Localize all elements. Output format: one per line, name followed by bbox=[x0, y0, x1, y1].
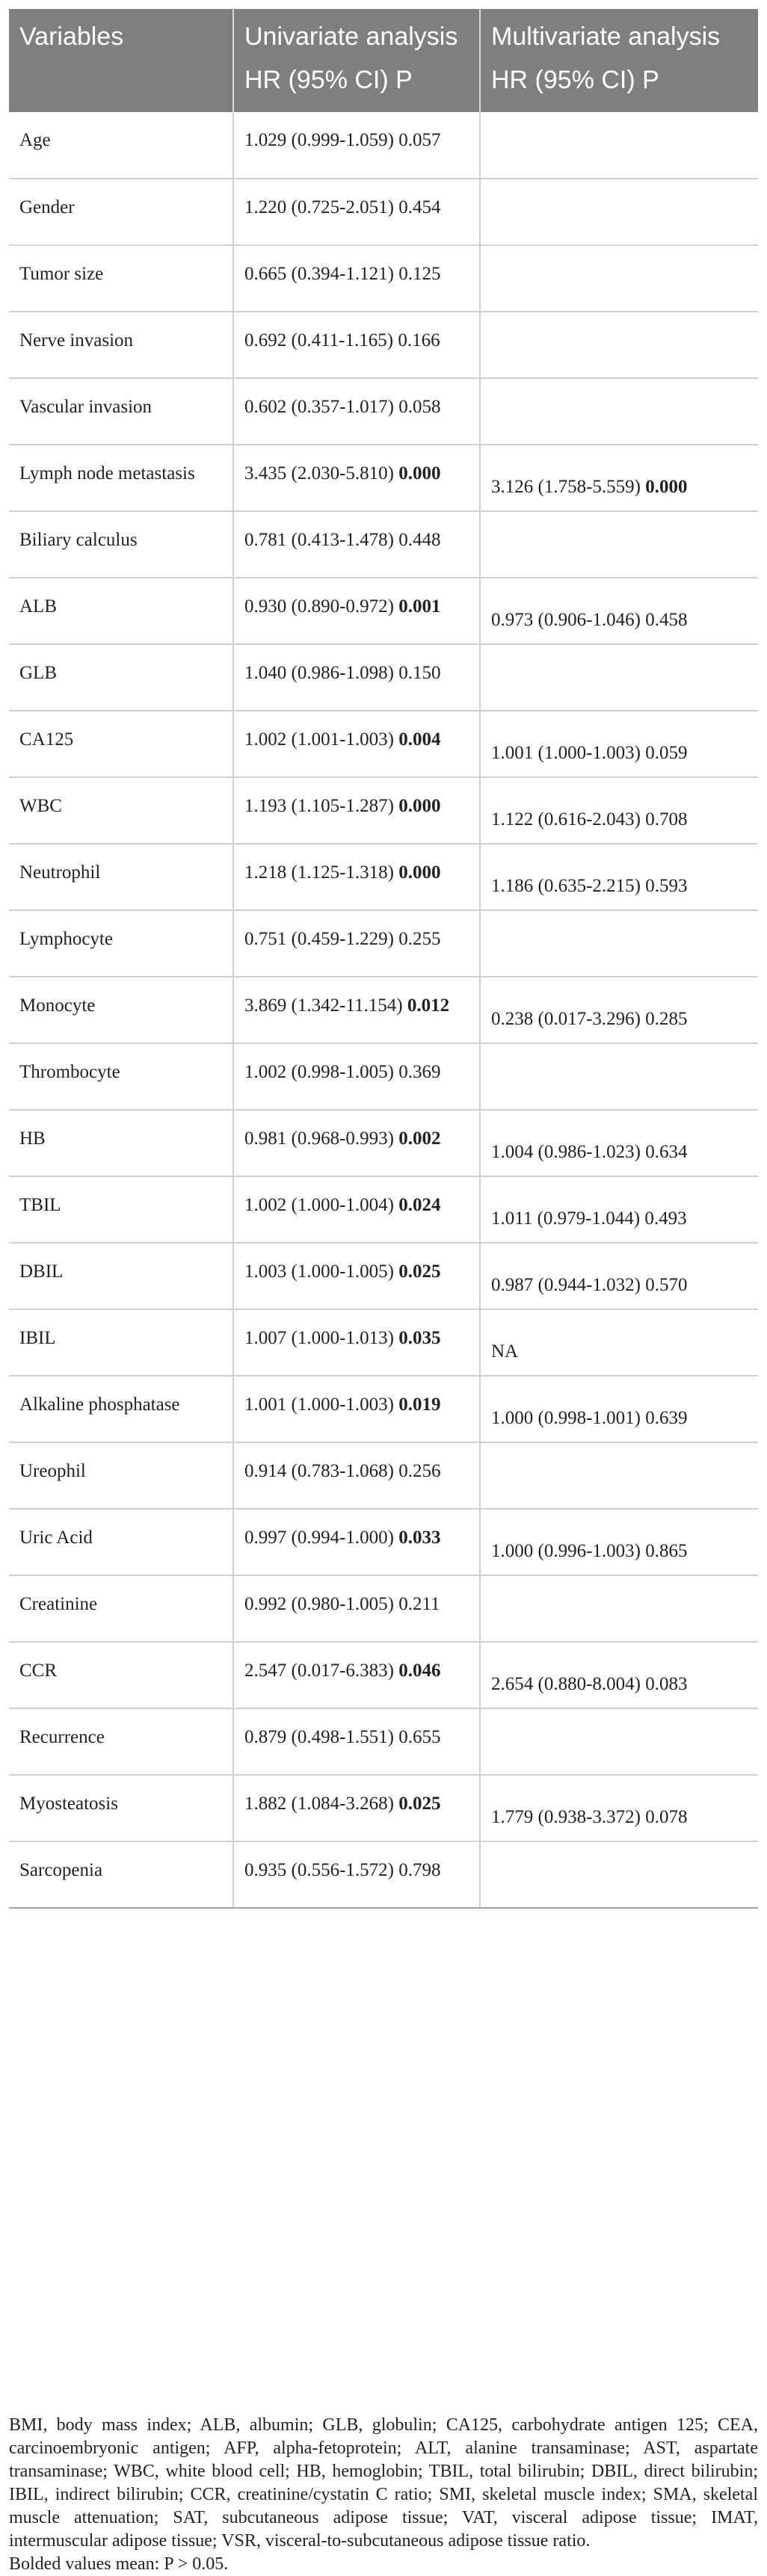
multivariate-hr-ci: NA bbox=[491, 1341, 519, 1362]
table-row bbox=[9, 245, 758, 312]
cell-variable: Tumor size bbox=[9, 245, 233, 312]
univariate-p-value: 0.798 bbox=[398, 1860, 441, 1880]
multivariate-p-value: 0.570 bbox=[645, 1275, 688, 1295]
header-variables: Variables bbox=[9, 9, 233, 60]
multivariate-hr-ci: 1.001 (1.000-1.003) bbox=[491, 743, 641, 763]
univariate-p-value: 0.058 bbox=[398, 397, 441, 417]
table-row bbox=[9, 1442, 758, 1509]
cell-univariate bbox=[233, 245, 480, 312]
cell-variable: Ureophil bbox=[9, 1442, 233, 1509]
table-row bbox=[9, 179, 758, 245]
multivariate-p-value: 0.285 bbox=[645, 1009, 688, 1029]
multivariate-hr-ci: 1.000 (0.998-1.001) bbox=[491, 1408, 641, 1428]
univariate-hr-ci: 3.869 (1.342-11.154) bbox=[244, 995, 403, 1016]
multivariate-hr-ci: 1.004 (0.986-1.023) bbox=[491, 1142, 641, 1162]
header-univariate: Univariate analysis bbox=[233, 9, 480, 60]
univariate-p-value: 0.166 bbox=[398, 330, 440, 350]
cell-variable: Neutrophil bbox=[9, 844, 233, 910]
cell-variable: HB bbox=[9, 1110, 233, 1176]
table-row bbox=[9, 844, 758, 910]
cell-univariate bbox=[233, 179, 480, 245]
table-row bbox=[9, 711, 758, 777]
univariate-p-value: 0.125 bbox=[398, 264, 441, 284]
cell-variable: DBIL bbox=[9, 1243, 233, 1309]
table-row bbox=[9, 378, 758, 445]
cell-variable: Age bbox=[9, 112, 233, 179]
table-row bbox=[9, 511, 758, 578]
univariate-p-value: 0.000 bbox=[398, 862, 441, 883]
cell-variable: GLB bbox=[9, 644, 233, 711]
table-row bbox=[9, 312, 758, 378]
cell-multivariate bbox=[480, 511, 758, 578]
multivariate-p-value: 0.493 bbox=[644, 1208, 687, 1229]
multivariate-p-value: 0.083 bbox=[645, 1674, 688, 1694]
univariate-hr-ci: 1.029 (0.999-1.059) bbox=[244, 130, 394, 150]
cell-variable: Biliary calculus bbox=[9, 511, 233, 578]
table-row bbox=[9, 777, 758, 844]
header-multivariate: Multivariate analysis bbox=[480, 9, 758, 60]
univariate-hr-ci: 1.040 (0.986-1.098) bbox=[244, 663, 394, 683]
cell-univariate bbox=[233, 1110, 480, 1176]
table-row bbox=[9, 1176, 758, 1243]
univariate-hr-ci: 0.981 (0.968-0.993) bbox=[244, 1128, 394, 1149]
table-row bbox=[9, 1110, 758, 1176]
cell-univariate bbox=[233, 1775, 480, 1841]
univariate-p-value: 0.002 bbox=[398, 1128, 441, 1149]
cell-univariate bbox=[233, 445, 480, 511]
cell-variable: WBC bbox=[9, 777, 233, 844]
hazard-ratio-table bbox=[9, 9, 758, 1909]
table-body bbox=[9, 112, 758, 1908]
univariate-hr-ci: 1.002 (1.001-1.003) bbox=[244, 729, 394, 750]
cell-multivariate bbox=[480, 112, 758, 179]
univariate-hr-ci: 1.007 (1.000-1.013) bbox=[244, 1328, 394, 1348]
multivariate-hr-ci: 1.779 (0.938-3.372) bbox=[491, 1807, 641, 1827]
univariate-hr-ci: 0.935 (0.556-1.572) bbox=[244, 1860, 394, 1880]
univariate-p-value: 0.150 bbox=[398, 663, 441, 683]
cell-multivariate bbox=[480, 777, 758, 844]
cell-univariate bbox=[233, 1841, 480, 1908]
cell-variable: Thrombocyte bbox=[9, 1043, 233, 1110]
cell-multivariate bbox=[480, 1642, 758, 1708]
univariate-p-value: 0.019 bbox=[398, 1394, 441, 1415]
cell-multivariate bbox=[480, 1376, 758, 1442]
univariate-hr-ci: 3.435 (2.030-5.810) bbox=[244, 463, 394, 484]
cell-univariate bbox=[233, 1642, 480, 1708]
multivariate-hr-ci: 2.654 (0.880-8.004) bbox=[491, 1674, 641, 1694]
multivariate-hr-ci: 0.238 (0.017-3.296) bbox=[491, 1009, 641, 1029]
cell-multivariate bbox=[480, 910, 758, 977]
cell-variable: Creatinine bbox=[9, 1575, 233, 1642]
cell-variable: TBIL bbox=[9, 1176, 233, 1243]
cell-variable: Vascular invasion bbox=[9, 378, 233, 445]
univariate-p-value: 0.004 bbox=[398, 729, 441, 750]
cell-univariate bbox=[233, 312, 480, 378]
cell-univariate bbox=[233, 977, 480, 1043]
multivariate-p-value: 0.000 bbox=[645, 477, 688, 497]
table-row bbox=[9, 644, 758, 711]
cell-multivariate bbox=[480, 1110, 758, 1176]
footnote-bold-note: Bolded values mean: P > 0.05. bbox=[9, 2554, 229, 2574]
cell-variable: CA125 bbox=[9, 711, 233, 777]
univariate-hr-ci: 1.220 (0.725-2.051) bbox=[244, 197, 394, 217]
cell-univariate bbox=[233, 378, 480, 445]
cell-multivariate bbox=[480, 1043, 758, 1110]
univariate-hr-ci: 0.602 (0.357-1.017) bbox=[244, 397, 394, 417]
multivariate-hr-ci: 3.126 (1.758-5.559) bbox=[491, 477, 641, 497]
cell-univariate bbox=[233, 1243, 480, 1309]
table-row bbox=[9, 1509, 758, 1575]
cell-multivariate bbox=[480, 1841, 758, 1908]
univariate-hr-ci: 0.992 (0.980-1.005) bbox=[244, 1594, 394, 1614]
multivariate-hr-ci: 1.186 (0.635-2.215) bbox=[491, 876, 641, 896]
univariate-hr-ci: 1.002 (0.998-1.005) bbox=[244, 1062, 394, 1082]
cell-multivariate bbox=[480, 644, 758, 711]
cell-variable: Uric Acid bbox=[9, 1509, 233, 1575]
univariate-hr-ci: 1.193 (1.105-1.287) bbox=[244, 796, 394, 816]
cell-multivariate bbox=[480, 1575, 758, 1642]
table-row bbox=[9, 1775, 758, 1841]
univariate-hr-ci: 1.003 (1.000-1.005) bbox=[244, 1261, 394, 1282]
multivariate-hr-ci: 0.987 (0.944-1.032) bbox=[491, 1275, 641, 1295]
cell-multivariate bbox=[480, 1309, 758, 1376]
cell-multivariate bbox=[480, 1708, 758, 1775]
cell-variable: IBIL bbox=[9, 1309, 233, 1376]
table-row bbox=[9, 1376, 758, 1442]
cell-univariate bbox=[233, 1708, 480, 1775]
table-row bbox=[9, 578, 758, 644]
cell-multivariate bbox=[480, 711, 758, 777]
cell-multivariate bbox=[480, 1775, 758, 1841]
cell-variable: Recurrence bbox=[9, 1708, 233, 1775]
univariate-hr-ci: 1.882 (1.084-3.268) bbox=[244, 1794, 394, 1814]
cell-univariate bbox=[233, 1309, 480, 1376]
cell-univariate bbox=[233, 910, 480, 977]
univariate-p-value: 0.025 bbox=[398, 1261, 441, 1282]
multivariate-p-value: 0.078 bbox=[645, 1807, 688, 1827]
cell-multivariate bbox=[480, 179, 758, 245]
univariate-p-value: 0.000 bbox=[398, 463, 441, 484]
cell-multivariate bbox=[480, 977, 758, 1043]
cell-univariate bbox=[233, 1575, 480, 1642]
univariate-p-value: 0.024 bbox=[398, 1195, 441, 1215]
cell-multivariate bbox=[480, 1509, 758, 1575]
multivariate-hr-ci: 0.973 (0.906-1.046) bbox=[491, 610, 641, 630]
cell-univariate bbox=[233, 1442, 480, 1509]
multivariate-p-value: 0.059 bbox=[645, 743, 688, 763]
cell-variable: CCR bbox=[9, 1642, 233, 1708]
table-row bbox=[9, 1642, 758, 1708]
univariate-hr-ci: 0.914 (0.783-1.068) bbox=[244, 1461, 394, 1481]
univariate-p-value: 0.057 bbox=[398, 130, 441, 150]
table-row bbox=[9, 1708, 758, 1775]
cell-multivariate bbox=[480, 844, 758, 910]
univariate-p-value: 0.046 bbox=[398, 1661, 441, 1681]
header-empty bbox=[9, 60, 233, 112]
univariate-hr-ci: 1.218 (1.125-1.318) bbox=[244, 862, 394, 883]
cell-variable: ALB bbox=[9, 578, 233, 644]
cell-variable: Lymphocyte bbox=[9, 910, 233, 977]
univariate-hr-ci: 2.547 (0.017-6.383) bbox=[244, 1661, 394, 1681]
table-row bbox=[9, 1043, 758, 1110]
multivariate-p-value: 0.708 bbox=[645, 809, 688, 830]
cell-multivariate bbox=[480, 1243, 758, 1309]
cell-univariate bbox=[233, 578, 480, 644]
cell-multivariate bbox=[480, 378, 758, 445]
cell-univariate bbox=[233, 511, 480, 578]
cell-multivariate bbox=[480, 1176, 758, 1243]
cell-univariate bbox=[233, 1043, 480, 1110]
univariate-hr-ci: 0.751 (0.459-1.229) bbox=[244, 929, 394, 949]
univariate-p-value: 0.001 bbox=[398, 596, 441, 617]
univariate-hr-ci: 0.781 (0.413-1.478) bbox=[244, 530, 394, 550]
subheader-univariate: HR (95% CI) P bbox=[233, 60, 480, 112]
table-header bbox=[9, 9, 758, 112]
table-row bbox=[9, 1243, 758, 1309]
cell-univariate bbox=[233, 112, 480, 179]
cell-multivariate bbox=[480, 1442, 758, 1509]
univariate-hr-ci: 0.879 (0.498-1.551) bbox=[244, 1727, 394, 1747]
univariate-p-value: 0.000 bbox=[398, 796, 441, 816]
univariate-hr-ci: 0.930 (0.890-0.972) bbox=[244, 596, 394, 617]
univariate-p-value: 0.012 bbox=[407, 995, 450, 1016]
cell-univariate bbox=[233, 711, 480, 777]
cell-variable: Sarcopenia bbox=[9, 1841, 233, 1908]
cell-variable: Alkaline phosphatase bbox=[9, 1376, 233, 1442]
table-row bbox=[9, 910, 758, 977]
multivariate-hr-ci: 1.122 (0.616-2.043) bbox=[491, 809, 641, 830]
cell-multivariate bbox=[480, 245, 758, 312]
univariate-hr-ci: 0.692 (0.411-1.165) bbox=[244, 330, 394, 350]
univariate-p-value: 0.035 bbox=[398, 1328, 441, 1348]
cell-univariate bbox=[233, 844, 480, 910]
table-row bbox=[9, 445, 758, 511]
cell-variable: Lymph node metastasis bbox=[9, 445, 233, 511]
univariate-p-value: 0.369 bbox=[398, 1062, 441, 1082]
univariate-p-value: 0.655 bbox=[398, 1727, 441, 1747]
table-row bbox=[9, 1309, 758, 1376]
cell-multivariate bbox=[480, 445, 758, 511]
multivariate-p-value: 0.639 bbox=[645, 1408, 688, 1428]
subheader-multivariate: HR (95% CI) P bbox=[480, 60, 758, 112]
cell-variable: Myosteatosis bbox=[9, 1775, 233, 1841]
univariate-hr-ci: 1.002 (1.000-1.004) bbox=[244, 1195, 394, 1215]
univariate-hr-ci: 1.001 (1.000-1.003) bbox=[244, 1394, 394, 1415]
multivariate-p-value: 0.593 bbox=[645, 876, 688, 896]
univariate-p-value: 0.256 bbox=[398, 1461, 441, 1481]
cell-univariate bbox=[233, 1509, 480, 1575]
table-row bbox=[9, 1841, 758, 1908]
table-row bbox=[9, 1575, 758, 1642]
table-row bbox=[9, 112, 758, 179]
cell-variable: Gender bbox=[9, 179, 233, 245]
univariate-p-value: 0.025 bbox=[398, 1794, 441, 1814]
cell-multivariate bbox=[480, 578, 758, 644]
multivariate-hr-ci: 1.000 (0.996-1.003) bbox=[491, 1541, 641, 1561]
cell-variable: Nerve invasion bbox=[9, 312, 233, 378]
multivariate-p-value: 0.865 bbox=[645, 1541, 688, 1561]
cell-univariate bbox=[233, 1176, 480, 1243]
univariate-p-value: 0.033 bbox=[398, 1528, 441, 1548]
univariate-hr-ci: 0.997 (0.994-1.000) bbox=[244, 1528, 394, 1548]
cell-univariate bbox=[233, 777, 480, 844]
cell-univariate bbox=[233, 1376, 480, 1442]
table-row bbox=[9, 977, 758, 1043]
univariate-p-value: 0.448 bbox=[398, 530, 441, 550]
cell-variable: Monocyte bbox=[9, 977, 233, 1043]
univariate-p-value: 0.211 bbox=[398, 1594, 440, 1614]
multivariate-hr-ci: 1.011 (0.979-1.044) bbox=[491, 1208, 641, 1229]
multivariate-p-value: 0.634 bbox=[645, 1142, 688, 1162]
cell-multivariate bbox=[480, 312, 758, 378]
univariate-p-value: 0.454 bbox=[398, 197, 441, 217]
univariate-p-value: 0.255 bbox=[398, 929, 441, 949]
multivariate-p-value: 0.458 bbox=[645, 610, 688, 630]
table-footnote bbox=[9, 2414, 758, 2576]
footnote-abbreviations: BMI, body mass index; ALB, albumin; GLB, globulin; CA125, carbohydrate antigen 125; CEA, carcinoembryonic antigen; AFP, alpha-fetoprotein; ALT, alanine transaminase; AST, aspartate transaminase; WBC, white blood cell; HB, hemoglobin; TBIL, total bilirubin; DBIL, direct bilirubin; IBIL, indirect bilirubin; CCR, creatinine/cystatin C ratio; SMI, skeletal muscle index; SMA, skeletal muscle attenuation; SAT, subcutaneous adipose tissue; VAT, visceral adipose tissue; IMAT, intermuscular adipose tissue; VSR, visceral-to-subcutaneous adipose tissue ratio. bbox=[9, 2415, 758, 2551]
cell-univariate bbox=[233, 644, 480, 711]
univariate-hr-ci: 0.665 (0.394-1.121) bbox=[244, 264, 394, 284]
